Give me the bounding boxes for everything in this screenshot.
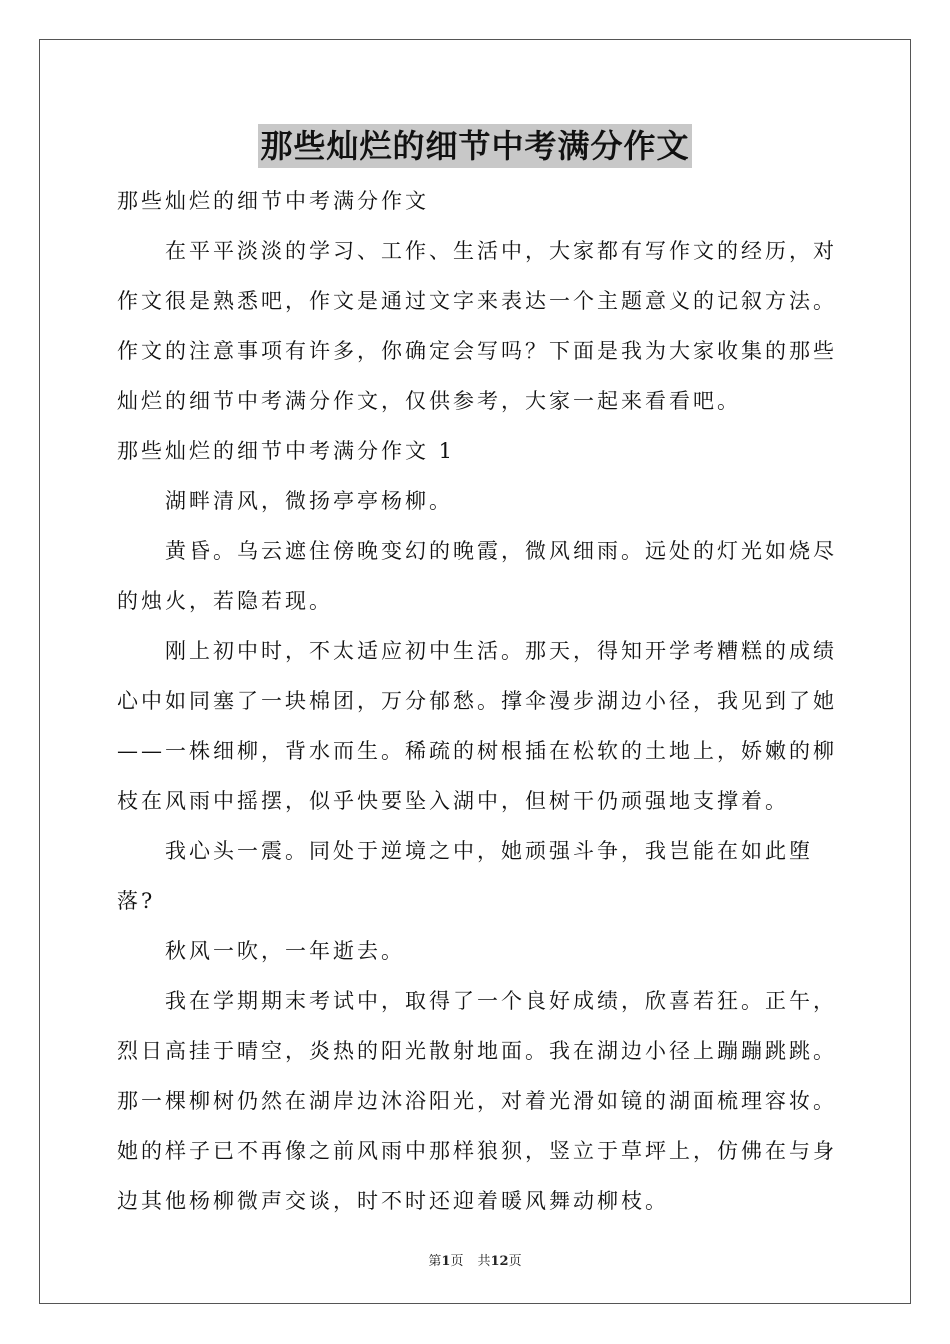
- total-suffix: 页: [508, 1254, 522, 1269]
- document-subtitle: 那些灿烂的细节中考满分作文: [117, 189, 429, 213]
- body-paragraph: 我心头一震。同处于逆境之中，她顽强斗争，我岂能在如此堕落?: [117, 839, 813, 913]
- intro-paragraph: 在平平淡淡的学习、工作、生活中，大家都有写作文的经历，对作文很是熟悉吧，作文是通过文字来表达一个主题意义的记叙方法。作文的注意事项有许多，你确定会写吗？下面是我为大家收集的那些灿烂的细节中考满分作文，仅供参考，大家一起来看看吧。: [117, 239, 837, 413]
- total-pages: 12: [490, 1254, 509, 1269]
- body-paragraph: 刚上初中时，不太适应初中生活。那天，得知开学考糟糕的成绩心中如同塞了一块棉团，万分郁愁。撑伞漫步湖边小径，我见到了她——一株细柳，背水而生。稀疏的树根插在松软的土地上，娇嫩的柳枝在风雨中摇摆，似乎快要坠入湖中，但树干仍顽强地支撑着。: [117, 639, 837, 813]
- body-paragraph: 湖畔清风，微扬亭亭杨柳。: [165, 489, 453, 513]
- title-container: [0, 124, 950, 168]
- page-footer: [0, 1250, 950, 1269]
- document-title: 那些灿烂的细节中考满分作文: [258, 124, 691, 168]
- body-paragraph: 秋风一吹，一年逝去。: [165, 939, 405, 963]
- page-suffix: 页: [450, 1254, 464, 1269]
- page-prefix: 第: [428, 1254, 442, 1269]
- page-number: 1: [441, 1254, 451, 1269]
- body-paragraph: 黄昏。乌云遮住傍晚变幻的晚霞，微风细雨。远处的灯光如烧尽的烛火，若隐若现。: [117, 539, 837, 613]
- section-heading: 那些灿烂的细节中考满分作文 1: [117, 439, 456, 463]
- body-paragraph: 我在学期期末考试中，取得了一个良好成绩，欣喜若狂。正午，烈日高挂于晴空，炎热的阳光散射地面。我在湖边小径上蹦蹦跳跳。那一棵柳树仍然在湖岸边沐浴阳光，对着光滑如镜的湖面梳理容妆。她的样子已不再像之前风雨中那样狼狈，竖立于草坪上，仿佛在与身边其他杨柳微声交谈，时不时还迎着暖风舞动柳枝。: [117, 989, 837, 1213]
- document-body: [117, 176, 839, 1226]
- total-prefix: 共: [477, 1254, 491, 1269]
